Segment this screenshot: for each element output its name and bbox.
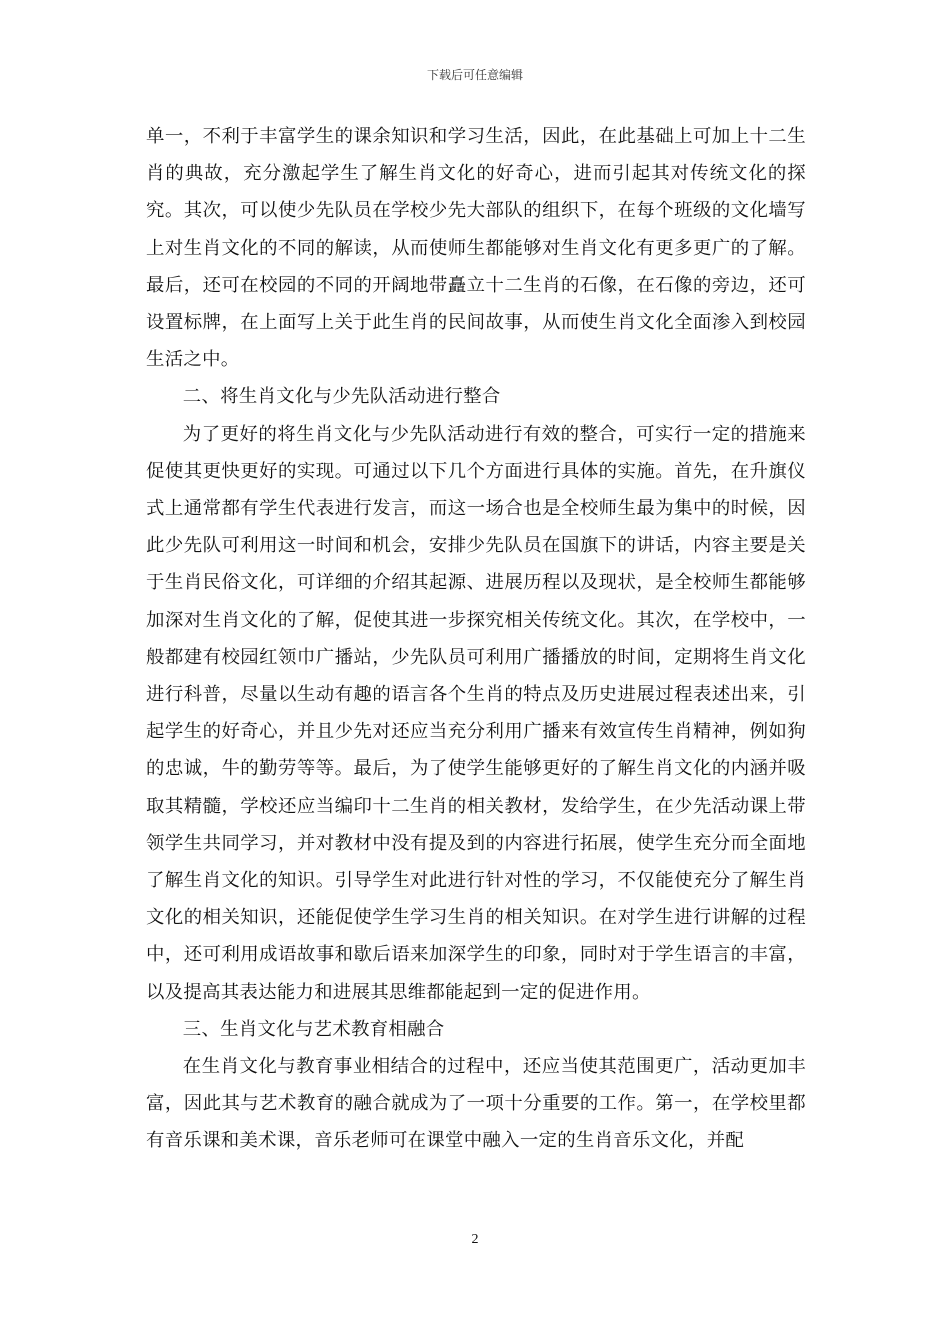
page-header: 下载后可任意编辑 xyxy=(426,68,523,82)
paragraph: 为了更好的将生肖文化与少先队活动进行有效的整合，可实行一定的措施来促使其更快更好的实现。可通过以下几个方面进行具体的实施。首先，在升旗仪式上通常都有学生代表进行发言，而这一场合也是全校师生最为集中的时候，因此少先队可利用这一时间和机会，安排少先队员在国旗下的讲话，内容主要是关于生肖民俗文化，可详细的介绍其起源、进展历程以及现状，是全校师生都能够加深对生肖文化的了解，促使其进一步探究相关传统文化。其次，在学校中，一般都建有校园红领巾广播站，少先队员可利用广播播放的时间，定期将生肖文化进行科普，尽量以生动有趣的语言各个生肖的特点及历史进展过程表述出来，引起学生的好奇心，并且少先对还应当充分利用广播来有效宣传生肖精神，例如狗的忠诚，牛的勤劳等等。最后，为了使学生能够更好的了解生肖文化的内涵并吸取其精髓，学校还应当编印十二生肖的相关教材，发给学生，在少先活动课上带领学生共同学习，并对教材中没有提及到的内容进行拓展，使学生充分而全面地了解生肖文化的知识。引导学生对此进行针对性的学习，不仅能使充分了解生肖文化的相关知识，还能促使学生学习生肖的相关知识。在对学生进行讲解的过程中，还可利用成语故事和歇后语来加深学生的印象，同时对于学生语言的丰富，以及提高其表达能力和进展其思维都能起到一定的促进作用。 xyxy=(146,423,806,1003)
paragraph: 在生肖文化与教育事业相结合的过程中，还应当使其范围更广，活动更加丰富，因此其与艺术教育的融合就成为了一项十分重要的工作。第一，在学校里都有音乐课和美术课，音乐老师可在课堂中融入一定的生肖音乐文化，并配 xyxy=(146,1056,806,1152)
page-number: 2 xyxy=(471,1232,479,1247)
section-heading-3: 三、生肖文化与艺术教育相融合 xyxy=(182,1018,445,1040)
document-body xyxy=(146,118,806,1160)
section-heading-2: 二、将生肖文化与少先队活动进行整合 xyxy=(182,386,501,408)
paragraph-continuation: 单一，不利于丰富学生的课余知识和学习生活，因此，在此基础上可加上十二生肖的典故，充分激起学生了解生肖文化的好奇心，进而引起其对传统文化的探究。其次，可以使少先队员在学校少先大部队的组织下，在每个班级的文化墙写上对生肖文化的不同的解读，从而使师生都能够对生肖文化有更多更广的了解。最后，还可在校园的不同的开阔地带矗立十二生肖的石像，在石像的旁边，还可设置标牌，在上面写上关于此生肖的民间故事，从而使生肖文化全面渗入到校园生活之中。 xyxy=(146,126,806,371)
